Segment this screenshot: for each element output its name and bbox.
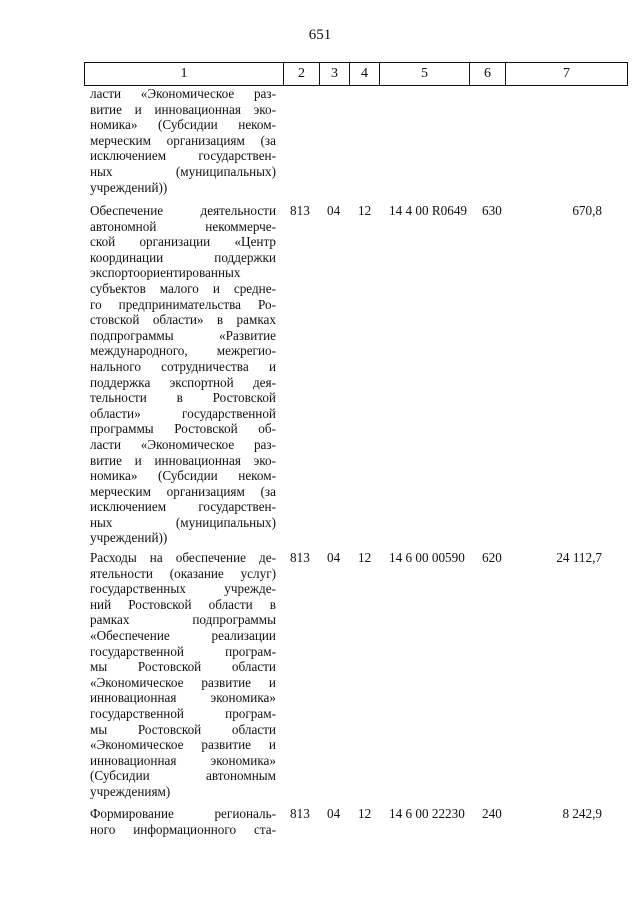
- cell-c7: 8 242,9: [562, 806, 602, 821]
- description-line: «Экономическое развитие и: [90, 737, 276, 753]
- table-row: [0, 203, 640, 546]
- description-line: витие и инновационная эко-: [90, 101, 276, 117]
- cell-c6: 240: [482, 806, 502, 821]
- description-line: номика» (Субсидии неком-: [90, 468, 276, 484]
- header-col-2: 2: [284, 63, 320, 85]
- description-line: поддержка экспортной дея-: [90, 374, 276, 390]
- description-line: нального сотрудничества и: [90, 358, 276, 374]
- description-line: программы Ростовской об-: [90, 421, 276, 437]
- description-line: ных (муниципальных): [90, 163, 276, 179]
- description-line: витие и инновационная эко-: [90, 452, 276, 468]
- description-line: тельности в Ростовской: [90, 390, 276, 406]
- cell-c7: 24 112,7: [556, 550, 602, 565]
- description-line: рамках подпрограммы: [90, 612, 276, 628]
- cell-c7: 670,8: [572, 203, 602, 218]
- cell-c6: 630: [482, 203, 502, 218]
- description-line: ской организации «Центр: [90, 234, 276, 250]
- description-line: мы Ростовской области: [90, 721, 276, 737]
- description-line: области» государственной: [90, 405, 276, 421]
- description-line: Формирование региональ-: [90, 806, 276, 821]
- table-row: [0, 86, 640, 195]
- header-col-4: 4: [350, 63, 380, 85]
- cell-c6: 620: [482, 550, 502, 565]
- cell-c5: 14 6 00 00590: [389, 550, 465, 565]
- description-line: номика» (Субсидии неком-: [90, 117, 276, 133]
- cell-c4: 12: [358, 550, 372, 565]
- description-line: государственной програм-: [90, 643, 276, 659]
- description-line: мерческим организациям (за: [90, 483, 276, 499]
- description-line: «Экономическое развитие и: [90, 674, 276, 690]
- description-line: учреждений)): [90, 530, 168, 546]
- description-line: международного, межрегио-: [90, 343, 276, 359]
- description-line: субъектов малого и средне-: [90, 280, 276, 296]
- description-line: ятельности (оказание услуг): [90, 565, 276, 581]
- description-line: инновационная экономика»: [90, 752, 276, 768]
- description-line: «Обеспечение реализации: [90, 627, 276, 643]
- row-description: [90, 550, 276, 800]
- description-line: (Субсидии автономным: [90, 768, 276, 784]
- header-col-6: 6: [470, 63, 506, 85]
- cell-c4: 12: [358, 806, 372, 821]
- row-description: [90, 86, 276, 195]
- description-line: подпрограммы «Развитие: [90, 327, 276, 343]
- description-line: инновационная экономика»: [90, 690, 276, 706]
- description-line: автономной некоммерче-: [90, 218, 276, 234]
- description-line: экспортоориентированных: [90, 265, 241, 281]
- cell-c5: 14 4 00 R0649: [389, 203, 468, 218]
- table-row: [0, 806, 640, 837]
- description-line: государственной програм-: [90, 705, 276, 721]
- description-line: ного информационного ста-: [90, 821, 276, 837]
- row-description: [90, 203, 276, 546]
- description-line: Обеспечение деятельности: [90, 203, 276, 218]
- cell-c3: 04: [327, 806, 341, 821]
- description-line: мерческим организациям (за: [90, 132, 276, 148]
- cell-c2: 813: [290, 550, 310, 565]
- cell-c2: 813: [290, 806, 310, 821]
- description-line: го предпринимательства Ро-: [90, 296, 276, 312]
- description-line: ласти «Экономическое раз-: [90, 436, 276, 452]
- description-line: исключением государствен-: [90, 148, 276, 164]
- description-line: учреждений)): [90, 179, 168, 195]
- header-col-3: 3: [320, 63, 350, 85]
- header-col-5: 5: [380, 63, 470, 85]
- description-line: ласти «Экономическое раз-: [90, 86, 276, 101]
- description-line: учреждениям): [90, 783, 171, 799]
- table-header-row: [84, 62, 628, 86]
- description-line: исключением государствен-: [90, 499, 276, 515]
- description-line: ний Ростовской области в: [90, 596, 276, 612]
- header-col-7: 7: [563, 66, 570, 81]
- description-line: ных (муниципальных): [90, 514, 276, 530]
- header-col-1: 1: [85, 63, 284, 85]
- cell-c5: 14 6 00 22230: [389, 806, 465, 821]
- cell-c2: 813: [290, 203, 310, 218]
- row-description: [90, 806, 276, 837]
- cell-c3: 04: [327, 203, 341, 218]
- description-line: Расходы на обеспечение де-: [90, 550, 276, 565]
- description-line: стовской области» в рамках: [90, 312, 276, 328]
- cell-c3: 04: [327, 550, 341, 565]
- description-line: мы Ростовской области: [90, 659, 276, 675]
- description-line: государственных учрежде-: [90, 581, 276, 597]
- description-line: координации поддержки: [90, 249, 276, 265]
- cell-c4: 12: [358, 203, 372, 218]
- table-row: [0, 550, 640, 800]
- page-number: 651: [308, 27, 332, 43]
